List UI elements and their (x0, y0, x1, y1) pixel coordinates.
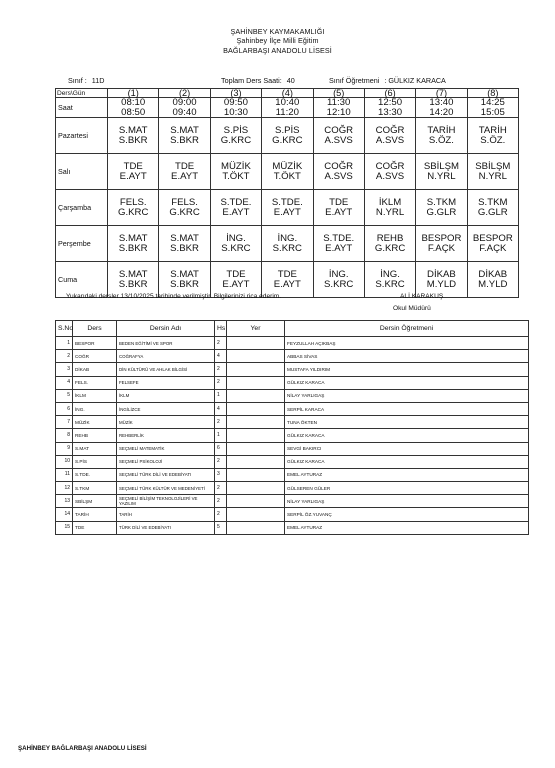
course-hs: 2 (215, 416, 227, 429)
period-time (210, 98, 261, 118)
table-row (56, 337, 529, 350)
period-end: 14:20 (429, 106, 454, 118)
lesson-subject: İNG. (277, 233, 298, 245)
course-adi: COĞRAFYA (117, 350, 215, 363)
course-adi: SEÇMELİ PSİKOLOJİ (117, 455, 215, 468)
lesson-cell (416, 154, 467, 190)
period-number: (2) (159, 89, 210, 98)
lesson-teacher: A.SVS (375, 134, 405, 146)
lesson-teacher: M.YLD (426, 278, 457, 290)
period-number: (8) (467, 89, 518, 98)
lesson-teacher: M.YLD (478, 278, 508, 290)
lesson-cell (364, 226, 415, 262)
lesson-teacher: E.AYT (222, 206, 250, 218)
day-row (56, 118, 519, 154)
lesson-cell (159, 190, 210, 226)
lesson-cell (108, 226, 159, 262)
lesson-cell (262, 226, 313, 262)
lesson-teacher: S.BKR (118, 278, 148, 290)
lesson-subject: BESPOR (421, 233, 462, 245)
header-line-3: BAĞLARBAŞI ANADOLU LİSESİ (223, 45, 332, 55)
course-hs: 1 (215, 389, 227, 402)
period-time (108, 98, 159, 118)
lesson-subject: SBİLŞM (475, 161, 511, 173)
lesson-teacher: A.SVS (375, 170, 405, 182)
course-ders: FELS. (73, 376, 117, 389)
lesson-cell (108, 118, 159, 154)
course-list-table (55, 320, 529, 535)
lesson-subject: S.MAT (170, 233, 199, 245)
lesson-cell (364, 190, 415, 226)
course-no: 7 (56, 416, 73, 429)
course-ogretmen: EMEL AYTURAZ (285, 468, 529, 481)
course-hs: 4 (215, 350, 227, 363)
course-yer (227, 442, 285, 455)
lesson-subject: FELS. (171, 197, 198, 209)
lesson-cell (262, 118, 313, 154)
lesson-subject: S.TKM (478, 197, 508, 209)
course-no: 2 (56, 350, 73, 363)
course-no: 11 (56, 468, 73, 481)
lesson-subject: SBİLŞM (423, 161, 460, 173)
lesson-teacher: S.ÖZ. (480, 134, 506, 146)
lesson-teacher: S.KRC (375, 278, 405, 290)
lesson-subject: S.PİS (275, 125, 300, 137)
lesson-cell (313, 190, 364, 226)
lesson-cell (416, 226, 467, 262)
lesson-cell (313, 262, 364, 298)
lesson-subject: TARİH (478, 125, 507, 137)
lesson-subject: DİKAB (478, 269, 508, 281)
course-ogretmen: GÜLKIZ KARACA (285, 376, 529, 389)
col-header-ders: Ders (73, 321, 117, 337)
lesson-subject: S.MAT (170, 125, 199, 137)
period-start: 08:10 (121, 97, 146, 108)
course-ogretmen: ABBAS SİVAS (285, 350, 529, 363)
table-row (56, 521, 529, 534)
lesson-teacher: G.KRC (117, 206, 149, 218)
total-hours-value: 40 (286, 76, 295, 85)
lesson-cell (467, 154, 518, 190)
period-time (467, 98, 518, 118)
course-no: 13 (56, 495, 73, 508)
course-yer (227, 337, 285, 350)
table-row (56, 389, 529, 402)
lesson-cell (467, 226, 518, 262)
course-ogretmen: GÜLKIZ KARACA (285, 455, 529, 468)
time-label: Saat (56, 98, 108, 118)
course-no: 3 (56, 363, 73, 376)
header-line-2: Şahinbey İlçe Milli Eğitim (236, 36, 319, 46)
lesson-teacher: S.ÖZ. (428, 134, 454, 146)
period-start: 14:25 (480, 97, 505, 108)
lesson-teacher: S.KRC (221, 242, 251, 254)
table-row (56, 468, 529, 481)
course-hs: 4 (215, 402, 227, 415)
course-ders: S.TKM (73, 482, 117, 495)
table-row (56, 429, 529, 442)
course-ogretmen: SEVGİ BAKIRCI (285, 442, 529, 455)
lesson-teacher: S.BKR (118, 134, 148, 146)
lesson-subject: İKLM (378, 197, 402, 209)
course-adi: SEÇMELİ BİLİŞİM TEKNOLOJİLERİ VE YAZILIM (117, 495, 215, 508)
course-ogretmen: NİLAY YARLIGAŞ (285, 495, 529, 508)
period-number: (4) (262, 89, 313, 98)
course-ders: S.PİS (73, 455, 117, 468)
course-adi: TARİH (117, 508, 215, 521)
info-note: Yukarıdaki dersler 13/10/2025 tarihinde verilmiştir. Bilgilerinizi rica ederim. (66, 293, 282, 300)
lesson-subject: S.MAT (118, 125, 148, 137)
period-end: 08:50 (121, 106, 146, 118)
course-yer (227, 468, 285, 481)
lesson-teacher: F.AÇK (479, 242, 507, 254)
period-number: (3) (210, 89, 261, 98)
lesson-teacher: N.YRL (375, 206, 405, 218)
col-header-yer: Yer (227, 321, 285, 337)
period-time (364, 98, 415, 118)
table-row (56, 363, 529, 376)
course-yer (227, 350, 285, 363)
course-hs: 1 (215, 429, 227, 442)
course-hs: 2 (215, 376, 227, 389)
lesson-subject: İNG. (380, 269, 400, 281)
course-hs: 2 (215, 495, 227, 508)
course-ders: BESPOR (73, 337, 117, 350)
class-info (68, 76, 104, 85)
lesson-teacher: G.GLR (426, 206, 457, 218)
course-adi: SEÇMELİ TÜRK DİLİ VE EDEBİYATI (117, 468, 215, 481)
day-label: Pazartesi (56, 118, 108, 154)
course-ders: S.MAT (73, 442, 117, 455)
lesson-teacher: E.AYT (119, 170, 147, 182)
principal-name: ALİ KARAKUŞ (400, 293, 444, 300)
class-value: 11D (91, 76, 105, 85)
course-ogretmen: MUSTAFA YILDIRIM (285, 363, 529, 376)
course-yer (227, 376, 285, 389)
course-adi: İNGİLİZCE (117, 402, 215, 415)
class-teacher-value: : GÜLKIZ KARACA (384, 76, 446, 85)
lesson-teacher: T.ÖKT (222, 170, 250, 182)
period-time (262, 98, 313, 118)
col-header-ders-adi: Dersin Adı (117, 321, 215, 337)
lesson-cell (416, 190, 467, 226)
lesson-teacher: N.YRL (478, 170, 507, 182)
course-ogretmen: FEYZULLAH AÇIKBAŞ (285, 337, 529, 350)
lesson-teacher: E.AYT (325, 206, 353, 218)
course-ogretmen: SERPİL KARACA (285, 402, 529, 415)
course-no: 1 (56, 337, 73, 350)
course-hs: 2 (215, 337, 227, 350)
course-yer (227, 429, 285, 442)
col-header-hs: Hs (215, 321, 227, 337)
lesson-subject: S.MAT (170, 269, 199, 281)
document-header (0, 27, 555, 55)
course-ders: İNG. (73, 402, 117, 415)
course-yer (227, 482, 285, 495)
course-adi: REHBERLİK (117, 429, 215, 442)
lesson-teacher: S.BKR (170, 134, 199, 146)
table-row (56, 402, 529, 415)
course-hs: 3 (215, 468, 227, 481)
course-ders: COĞR (73, 350, 117, 363)
lesson-cell (313, 154, 364, 190)
principal-title: Okul Müdürü (393, 305, 431, 312)
lesson-teacher: E.AYT (273, 206, 301, 218)
course-adi: BEDEN EĞİTİMİ VE SPOR (117, 337, 215, 350)
course-no: 9 (56, 442, 73, 455)
period-time (313, 98, 364, 118)
lesson-subject: COĞR (324, 161, 354, 173)
course-ogretmen: NİLAY YARLIGAŞ (285, 389, 529, 402)
lesson-subject: REHB (376, 233, 404, 245)
day-row (56, 154, 519, 190)
lesson-subject: TDE (277, 269, 297, 281)
course-adi: SEÇMELİ TÜRK KÜLTÜR VE MEDENİYETİ (117, 482, 215, 495)
lesson-subject: S.TDE. (323, 233, 355, 245)
period-number: (7) (416, 89, 467, 98)
course-yer (227, 521, 285, 534)
lesson-cell (210, 190, 261, 226)
day-row (56, 226, 519, 262)
lesson-cell (210, 154, 261, 190)
lesson-subject: COĞR (375, 125, 405, 137)
course-list-header-row (56, 321, 529, 337)
lesson-cell (467, 262, 518, 298)
course-ders: İKLM (73, 389, 117, 402)
course-ders: MÜZİK (73, 416, 117, 429)
lesson-cell (364, 118, 415, 154)
period-end: 10:30 (223, 106, 248, 118)
table-row (56, 350, 529, 363)
table-row (56, 376, 529, 389)
lesson-cell (159, 226, 210, 262)
lesson-cell (262, 190, 313, 226)
course-adi: DİN KÜLTÜRÜ VE AHLAK BİLGİSİ (117, 363, 215, 376)
table-row (56, 416, 529, 429)
course-yer (227, 455, 285, 468)
lesson-teacher: G.KRC (220, 134, 252, 146)
table-row (56, 482, 529, 495)
lesson-cell (467, 118, 518, 154)
period-number: (1) (108, 89, 159, 98)
period-end: 09:40 (172, 106, 197, 118)
period-number: (5) (313, 89, 364, 98)
class-label: Sınıf : (68, 76, 87, 85)
period-time (159, 98, 210, 118)
course-hs: 2 (215, 508, 227, 521)
table-row (56, 442, 529, 455)
lesson-teacher: G.GLR (477, 206, 508, 218)
lesson-cell (159, 154, 210, 190)
course-adi: İKLM (117, 389, 215, 402)
lesson-teacher: G.KRC (169, 206, 200, 218)
lesson-teacher: S.KRC (324, 278, 354, 290)
lesson-subject: COĞR (324, 125, 354, 137)
course-no: 4 (56, 376, 73, 389)
col-header-ogretmen: Dersin Öğretmeni (285, 321, 529, 337)
course-hs: 6 (215, 442, 227, 455)
period-start: 12:50 (378, 97, 403, 108)
lesson-subject: S.TDE. (271, 197, 303, 209)
total-hours-label: Toplam Ders Saati: (221, 76, 282, 85)
course-ders: S.TDE. (73, 468, 117, 481)
col-header-sno: S.No (56, 321, 73, 337)
lesson-teacher: E.AYT (273, 278, 301, 290)
lesson-teacher: G.KRC (374, 242, 406, 254)
lesson-subject: TDE (123, 161, 143, 173)
lesson-cell (210, 118, 261, 154)
day-row (56, 190, 519, 226)
course-adi: FELSEFE (117, 376, 215, 389)
day-label: Cuma (56, 262, 108, 298)
table-row (56, 495, 529, 508)
lesson-subject: TDE (226, 269, 246, 281)
lesson-teacher: E.AYT (222, 278, 250, 290)
lesson-cell (313, 226, 364, 262)
course-ders: TARİH (73, 508, 117, 521)
lesson-subject: COĞR (375, 161, 405, 173)
footer-school-name: ŞAHİNBEY BAĞLARBAŞI ANADOLU LİSESİ (18, 745, 147, 752)
course-adi: MÜZİK (117, 416, 215, 429)
lesson-subject: S.MAT (118, 233, 148, 245)
lesson-subject: DİKAB (427, 269, 456, 281)
lesson-subject: FELS. (119, 197, 147, 209)
period-start: 13:40 (429, 97, 454, 108)
lesson-subject: TDE (329, 197, 349, 209)
lesson-cell (159, 118, 210, 154)
course-ders: DİKAB (73, 363, 117, 376)
period-number: (6) (364, 89, 415, 98)
course-hs: 2 (215, 363, 227, 376)
course-yer (227, 416, 285, 429)
course-ogretmen: EMEL AYTURAZ (285, 521, 529, 534)
course-no: 10 (56, 455, 73, 468)
period-start: 11:30 (327, 97, 351, 108)
table-row (56, 508, 529, 521)
day-label: Salı (56, 154, 108, 190)
course-no: 12 (56, 482, 73, 495)
class-teacher-label: Sınıf Öğretmeni (329, 76, 380, 85)
course-ogretmen: GÜLSEREN GÜLER (285, 482, 529, 495)
lesson-teacher: N.YRL (427, 170, 456, 182)
course-adi: TÜRK DİLİ VE EDEBİYATI (117, 521, 215, 534)
lesson-cell (364, 154, 415, 190)
lesson-subject: S.TKM (426, 197, 457, 209)
lesson-cell (313, 118, 364, 154)
corner-cell: Ders\Gün (56, 89, 108, 98)
period-start: 09:50 (223, 97, 248, 108)
lesson-subject: İNG. (328, 269, 349, 281)
lesson-subject: S.TDE. (220, 197, 252, 209)
course-ders: TDE (73, 521, 117, 534)
weekly-schedule-table (55, 88, 519, 298)
lesson-teacher: S.BKR (118, 242, 148, 254)
day-label: Perşembe (56, 226, 108, 262)
lesson-subject: MÜZİK (221, 161, 251, 173)
lesson-cell (416, 118, 467, 154)
course-yer (227, 389, 285, 402)
time-row (56, 98, 519, 118)
course-yer (227, 495, 285, 508)
course-hs: 2 (215, 482, 227, 495)
lesson-teacher: E.AYT (325, 242, 353, 254)
lesson-subject: BESPOR (472, 233, 513, 245)
lesson-teacher: G.KRC (272, 134, 303, 146)
lesson-subject: MÜZİK (272, 161, 303, 173)
lesson-teacher: S.KRC (272, 242, 302, 254)
course-adi: SEÇMELİ MATEMATİK (117, 442, 215, 455)
period-time (416, 98, 467, 118)
course-no: 15 (56, 521, 73, 534)
course-hs: 2 (215, 455, 227, 468)
period-end: 15:05 (480, 106, 505, 118)
period-end: 11:20 (275, 106, 299, 118)
lesson-cell (210, 226, 261, 262)
course-ogretmen: TUNA ÖKTEN (285, 416, 529, 429)
course-yer (227, 508, 285, 521)
period-start: 10:40 (275, 97, 300, 108)
course-ders: SBİLŞM (73, 495, 117, 508)
day-label: Çarşamba (56, 190, 108, 226)
course-no: 6 (56, 402, 73, 415)
lesson-teacher: S.BKR (170, 278, 199, 290)
lesson-teacher: F.AÇK (427, 242, 456, 254)
table-row (56, 455, 529, 468)
lesson-teacher: S.BKR (170, 242, 199, 254)
course-no: 5 (56, 389, 73, 402)
lesson-cell (467, 190, 518, 226)
header-line-1: ŞAHİNBEY KAYMAKAMLIĞI (230, 27, 325, 36)
course-no: 14 (56, 508, 73, 521)
lesson-teacher: A.SVS (324, 170, 353, 182)
course-yer (227, 402, 285, 415)
course-hs: 5 (215, 521, 227, 534)
period-start: 09:00 (172, 97, 197, 108)
period-end: 12:10 (326, 106, 351, 118)
lesson-subject: S.PİS (223, 125, 249, 137)
course-ogretmen: SERPİL ÖZ.YUVANÇ (285, 508, 529, 521)
lesson-subject: TDE (174, 161, 195, 173)
class-teacher-info (329, 76, 446, 85)
course-yer (227, 363, 285, 376)
course-no: 8 (56, 429, 73, 442)
lesson-teacher: A.SVS (324, 134, 353, 146)
lesson-subject: İNG. (226, 233, 246, 245)
total-hours-info (221, 76, 295, 85)
period-end: 13:30 (378, 106, 403, 118)
lesson-cell (262, 154, 313, 190)
course-ders: REHB (73, 429, 117, 442)
lesson-cell (108, 190, 159, 226)
lesson-subject: TARİH (427, 125, 456, 137)
lesson-teacher: E.AYT (171, 170, 199, 182)
lesson-subject: S.MAT (118, 269, 148, 281)
lesson-teacher: T.ÖKT (273, 170, 301, 182)
course-ogretmen: GÜLKIZ KARACA (285, 429, 529, 442)
lesson-cell (108, 154, 159, 190)
